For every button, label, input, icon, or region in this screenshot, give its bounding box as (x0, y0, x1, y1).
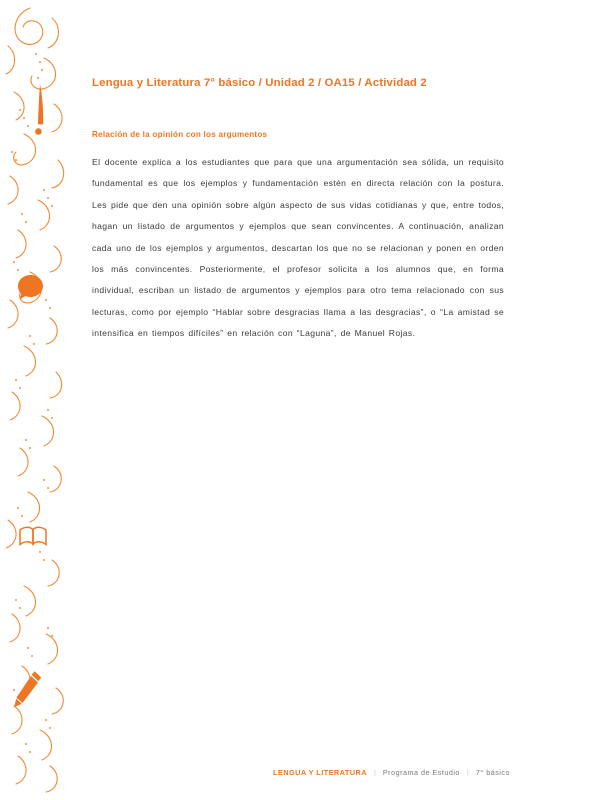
document-content (92, 0, 510, 800)
swirl-ornament-icon (0, 0, 78, 800)
open-book-icon (20, 527, 46, 544)
section-subtitle: Relación de la opinión con los argumentos (92, 130, 268, 139)
page-title: Lengua y Literatura 7° básico / Unidad 2 / OA15 / Actividad 2 (92, 77, 427, 89)
exclamation-mark-icon (35, 84, 43, 135)
pencil-icon (14, 671, 41, 707)
footer-separator-1: | (373, 768, 376, 777)
activity-body-text: El docente explica a los estudiantes que para que una argumentación sea sólida, un requisito fundamental es que los ejemplos y fundamentación estén en directa relación con la postura. Les pide que den una opinión sobre algún aspecto de sus vidas cotidianas y que, entre todos, hagan un listado de argumentos y ejemplos que sean convincentes. A continuación, analizan cada uno de los ejemplos y argumentos, descartan los que no se relacionan y ponen en orden los más convincentes. Posteriormente, el profesor solicita a los alumnos que, en forma individual, escriban un listado de argumentos y ejemplos para otro tema relacionado con sus lecturas, como por ejemplo “Hablar sobre desgracias llama a las desgracias”, o “La amistad se intensifica en tiempos difíciles” en relación con “Laguna”, de Manuel Rojas. (92, 157, 504, 339)
footer-brand-label: LENGUA Y LITERATURA (273, 768, 367, 777)
footer-program-label: Programa de Estudio (382, 768, 460, 777)
footer-level-label: 7° básico (475, 768, 510, 777)
page-footer (92, 768, 510, 777)
footer-separator-2: | (466, 768, 469, 777)
decorative-margin-band (0, 0, 78, 800)
